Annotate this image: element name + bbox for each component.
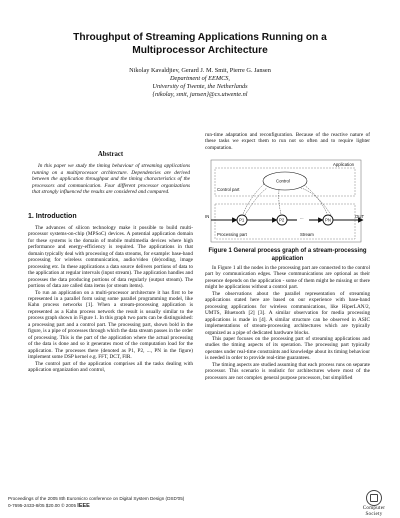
- node-label-p1: P1: [239, 217, 245, 223]
- control-part-label: Control part: [217, 187, 240, 192]
- figure-caption: Figure 1 General process graph of a stream-processing application: [208, 248, 367, 262]
- paragraph: run-time adaptation and reconfiguration. Because of the reactive nature of these tasks we expect them to run not so often and to require lighter computation.: [205, 132, 370, 151]
- department: Department of EEMCS,: [170, 75, 230, 82]
- paragraph: This paper focuses on the processing part of streaming applications and studies the timing aspects of its operation. The processing part typically operates under real-time constraints and knowledge about its timing behaviour is needed in order to provide real-time guarantees.: [205, 335, 370, 362]
- control-edge-pn-back: [301, 188, 331, 215]
- email: {nikolay, smit, jansen}@cs.utwente.nl: [152, 91, 248, 98]
- control-edge-p2: [279, 190, 281, 214]
- out-label: OUT: [355, 214, 365, 219]
- right-column-body: [205, 265, 370, 381]
- computer-society-logo: [354, 490, 394, 517]
- authors: Nikolay Kavaldjiev, Gerard J. M. Smit, Pierre G. Jansen: [129, 67, 271, 74]
- control-edge-p1-back: [245, 188, 267, 215]
- right-column-top: [205, 132, 370, 151]
- processing-part-label: Processing part: [217, 232, 247, 237]
- footer-isbn-line: [8, 502, 184, 510]
- application-label: Application: [333, 162, 355, 167]
- control-edge-pn: [304, 185, 327, 214]
- intro-heading: 1. Introduction: [28, 213, 77, 220]
- author-block: [70, 67, 330, 99]
- paragraph: The advances of silicon technology make it possible to build multi-processor systems-on-chip (MPSoC) devices. A potential application domain for these systems is the domain of mobile multimedia devices where high performance and energy-efficiency is required. The applications in that domain typically deal with processing of data streams, for example: base-band processing for wireless communication, audio/video (de)coding, image processing etc. In these applications a data source delivers portions of data to the application at regular intervals (input stream). The application handles and processes the data producing portions of data regularly (output stream). The portions of data are called data items (or stream items).: [28, 225, 193, 290]
- footer-proceedings: Proceedings of the 2005 8th Euromicro conference on Digital System Design (DSD'05): [8, 496, 185, 501]
- paragraph: In Figure 1 all the nodes in the processing part are connected to the control part by communication edges. These communications are optional as their presence depends on the application - some of them might be missing or there might be applications without a control part.: [205, 265, 370, 291]
- paper-title: Throughput of Streaming Applications Running on a Multiprocessor Architecture: [73, 32, 327, 56]
- ieee-logo: IEEE: [77, 503, 90, 509]
- page-footer: [8, 495, 184, 510]
- abstract-text: In this paper we study the timing behaviour of streaming applications running on a multiprocessor architecture. Dependencies are derived between the application throughput and the timing characteristics of the processors and communication. Four different processor organizations that strongly influenced the results are considered and compared.: [32, 163, 190, 195]
- paragraph: The observations about the parallel representation of streaming applications stated here are based on our experience with base-band processing applications for wireless communications, like HiperLAN/2, UMTS, Bluetooth [2] [3]. A similar observation for media processing applications is made in [4]. A similar structure can be observed in ASIC implementations of stream-processing architectures which are typically organized as a pipe of dedicated hardware blocks.: [205, 290, 370, 336]
- logo-text-2: Society: [365, 511, 383, 517]
- computer-society-icon: [366, 490, 382, 506]
- logo-text-1: Computer: [362, 506, 386, 511]
- control-edge-p1: [243, 184, 264, 214]
- stream-label: Stream: [300, 232, 314, 237]
- ellipsis: ...: [300, 215, 304, 220]
- footer-isbn: 0-7695-2433-8/05 $20.00 © 2005: [8, 503, 77, 508]
- paragraph: The timing aspects are studied assuming that each process runs on separate processor. This scenario is realistic for architectures where most of the processors are not complex general purpose processors, but simplified: [205, 361, 370, 381]
- node-label-pn: PN: [325, 217, 331, 223]
- paragraph: To run an application on a multi-processor architecture it has first to be represented in a parallel form using some parallel programming model, like Kahn process networks [1]. When a stream-processing application is represented as a Kahn process network the result is usually similar to the process graph shown in Figure 1. In this graph two parts can be distinguished: a processing part and a control part. The processing part, shown bold in the figure, is a pipe of processes through which the data stream passes in the order of processing. This is the part of the application where the actual processing of the data is done and so it generates most of the computation load for the application. The processes there (denoted as P1, P2, ..., PN in the figure) implement some DSP kernel e.g. FFT, DCT, FIR.: [28, 289, 193, 361]
- control-label: Control: [276, 178, 290, 184]
- intro-body: [28, 225, 193, 373]
- paragraph: The control part of the application comprises all the tasks dealing with application organization and control,: [28, 360, 193, 373]
- in-label: IN: [205, 214, 210, 219]
- node-label-p2: P2: [279, 217, 285, 223]
- abstract-heading: Abstract: [97, 151, 124, 158]
- university: University of Twente, the Netherlands: [152, 83, 248, 90]
- process-graph-figure: [205, 157, 370, 245]
